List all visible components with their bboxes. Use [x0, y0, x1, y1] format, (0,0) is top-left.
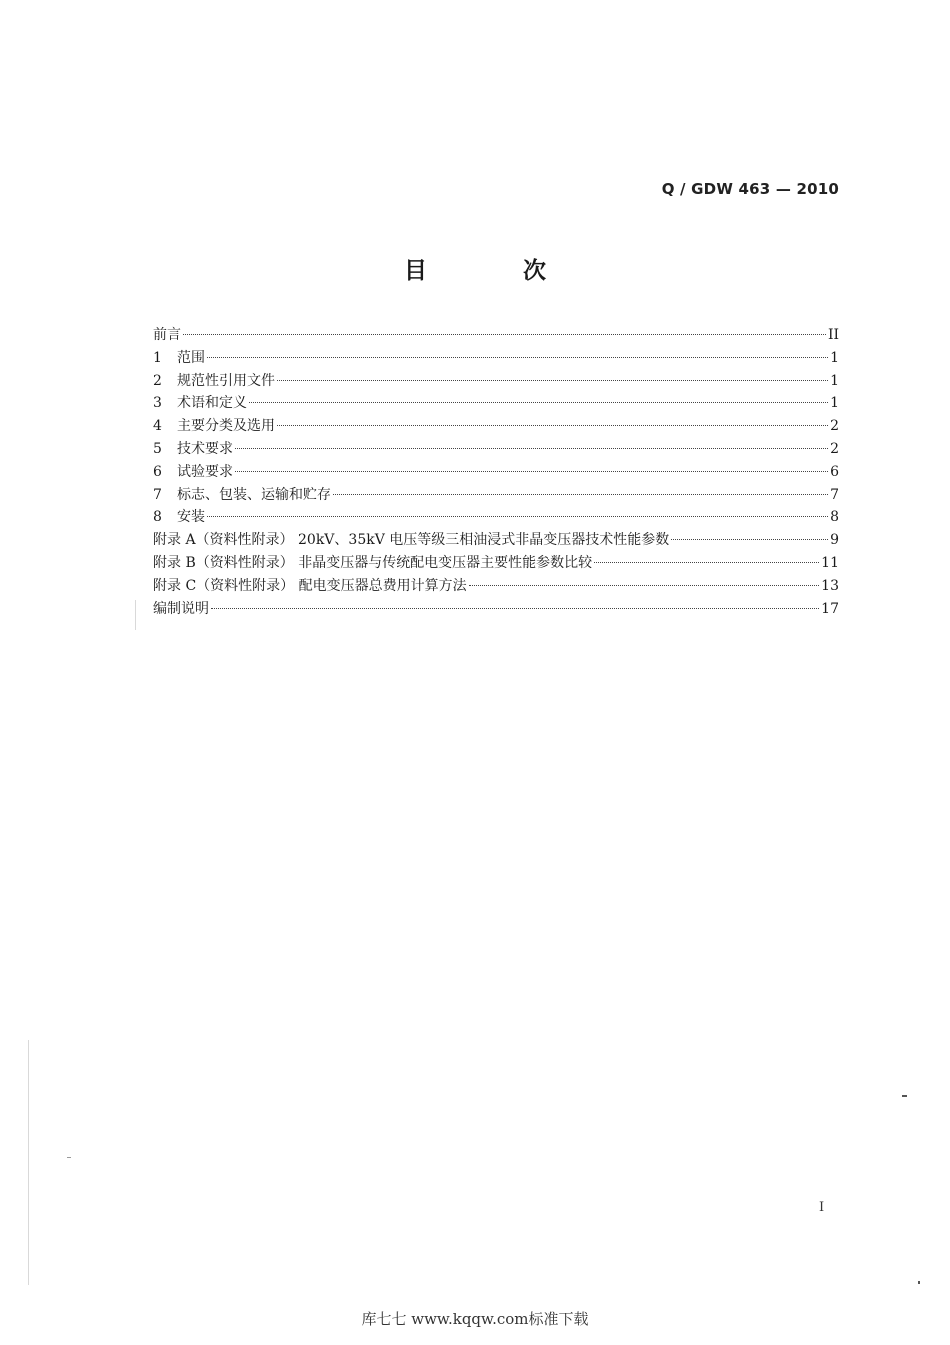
toc-entry-number: 6: [153, 463, 162, 480]
toc-entry-page: 8: [830, 509, 839, 526]
toc-entry-label: 范围: [177, 349, 205, 366]
scan-speck: [67, 1157, 71, 1158]
toc-dot-leader: [211, 608, 819, 609]
table-of-contents: [153, 324, 839, 620]
toc-entry-number: 4: [153, 418, 162, 435]
toc-entry-label: 术语和定义: [177, 395, 247, 412]
toc-entry-label: 技术要求: [177, 440, 233, 457]
toc-entry-label: 主要分类及选用: [177, 418, 275, 435]
toc-entry[interactable]: [153, 370, 839, 393]
toc-entry-page: 17: [821, 600, 839, 617]
toc-dot-leader: [277, 425, 828, 426]
toc-dot-leader: [594, 562, 819, 563]
toc-dot-leader: [207, 516, 828, 517]
toc-dot-leader: [249, 402, 828, 403]
toc-entry-page: 1: [830, 349, 839, 366]
toc-entry-label: 标志、包装、运输和贮存: [177, 486, 331, 503]
toc-entry[interactable]: [153, 461, 839, 484]
scan-speck: [902, 1095, 907, 1097]
toc-entry-number: 1: [153, 349, 162, 366]
toc-entry-page: 7: [830, 486, 839, 503]
toc-dot-leader: [277, 380, 828, 381]
toc-entry[interactable]: [153, 506, 839, 529]
toc-entry-page: 2: [830, 418, 839, 435]
toc-entry-number: 5: [153, 440, 162, 457]
toc-dot-leader: [207, 357, 828, 358]
toc-entry-number: 2: [153, 372, 162, 389]
toc-entry-number: 8: [153, 509, 162, 526]
toc-entry-label: 附录 C（资料性附录） 配电变压器总费用计算方法: [153, 577, 467, 594]
toc-entry[interactable]: [153, 415, 839, 438]
toc-entry[interactable]: [153, 598, 839, 621]
page-number: I: [819, 1200, 825, 1215]
toc-entry-page: 1: [830, 372, 839, 389]
toc-dot-leader: [671, 539, 828, 540]
scan-edge-line: [28, 1040, 29, 1285]
toc-dot-leader: [235, 448, 828, 449]
toc-dot-leader: [333, 494, 828, 495]
toc-entry[interactable]: [153, 438, 839, 461]
toc-entry-label: 前言: [153, 327, 181, 343]
scan-speck: [918, 1281, 920, 1284]
toc-entry[interactable]: [153, 529, 839, 552]
toc-dot-leader: [469, 585, 820, 586]
toc-entry-label: 编制说明: [153, 600, 209, 617]
toc-entry-label: 安装: [177, 509, 205, 526]
toc-entry[interactable]: [153, 347, 839, 370]
scan-edge-line: [135, 600, 136, 630]
toc-dot-leader: [235, 471, 828, 472]
toc-entry[interactable]: [153, 552, 839, 575]
footer-watermark: 库七七 www.kqqw.com标准下载: [361, 1310, 589, 1328]
toc-entry-page: 11: [821, 554, 839, 571]
toc-entry-page: 1: [830, 395, 839, 412]
toc-entry-label: 附录 A（资料性附录） 20kV、35kV 电压等级三相油浸式非晶变压器技术性能参数: [153, 532, 670, 549]
toc-entry[interactable]: [153, 575, 839, 598]
toc-entry-page: 9: [830, 532, 839, 549]
toc-entry-page: 2: [830, 440, 839, 457]
toc-entry-label: 附录 B（资料性附录） 非晶变压器与传统配电变压器主要性能参数比较: [153, 554, 593, 571]
toc-entry[interactable]: [153, 324, 839, 347]
toc-entry[interactable]: [153, 484, 839, 507]
toc-dot-leader: [183, 334, 826, 335]
toc-entry[interactable]: [153, 392, 839, 415]
toc-entry-label: 规范性引用文件: [177, 372, 275, 389]
toc-title: 目 次: [403, 258, 590, 284]
toc-entry-label: 试验要求: [177, 463, 233, 480]
toc-entry-page: II: [827, 327, 839, 343]
toc-entry-page: 6: [830, 463, 839, 480]
standard-code: Q / GDW 463 — 2010: [661, 180, 839, 198]
toc-entry-page: 13: [821, 577, 839, 594]
toc-entry-number: 7: [153, 486, 162, 503]
toc-entry-number: 3: [153, 395, 162, 412]
